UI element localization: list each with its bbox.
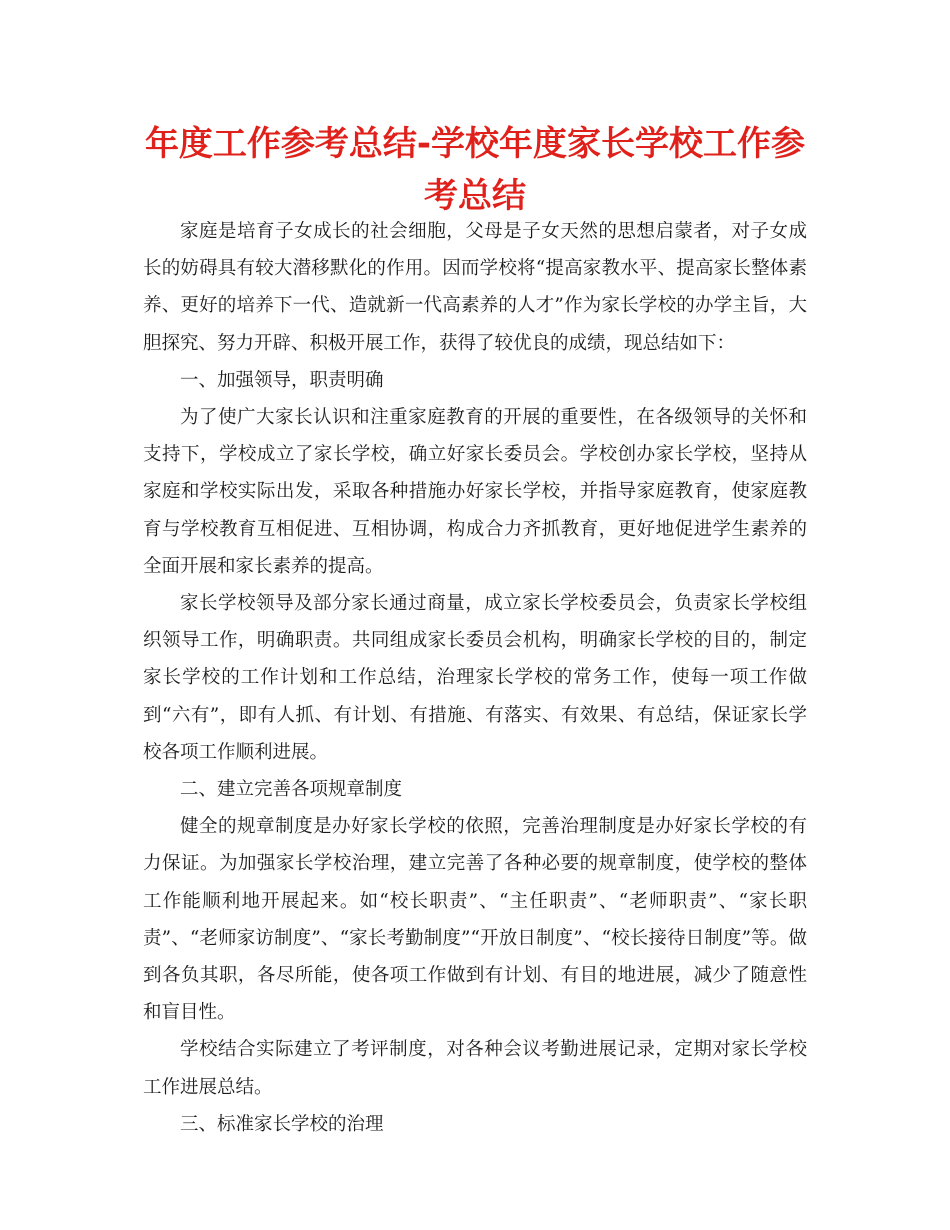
section-heading-3: 三、标准家长学校的治理 xyxy=(180,1113,384,1135)
paragraph: 健全的规章制度是办好家长学校的依照，完善治理制度是办好家长学校的有力保证。为加强家长学校治理，建立完善了各种必要的规章制度，使学校的整体工作能顺利地开展起来。如“校长职责”、“主任职责”、“老师职责”、“家长职责”、“老师家访制度”、“家长考勤制度”“开放日制度”、“校长接待日制度”等。做到各负其职，各尽所能，使各项工作做到有计划、有目的地进展，减少了随意性和盲目性。 xyxy=(143,816,807,1024)
section-heading-2: 二、建立完善各项规章制度 xyxy=(180,779,403,801)
section-heading-1: 一、加强领导，职责明确 xyxy=(180,369,384,391)
paragraph: 为了使广大家长认识和注重家庭教育的开展的重要性，在各级领导的关怀和支持下，学校成立了家长学校，确立好家长委员会。学校创办家长学校，坚持从家庭和学校实际出发，采取各种措施办好家长学校，并指导家庭教育，使家庭教育与学校教育互相促进、互相协调，构成合力齐抓教育，更好地促进学生素养的全面开展和家长素养的提高。 xyxy=(143,407,807,577)
paragraph: 学校结合实际建立了考评制度，对各种会议考勤进展记录，定期对家长学校工作进展总结。 xyxy=(143,1039,807,1098)
paragraph: 家长学校领导及部分家长通过商量，成立家长学校委员会，负责家长学校组织领导工作，明确职责。共同组成家长委员会机构，明确家长学校的目的，制定家长学校的工作计划和工作总结，治理家长学校的常务工作，使每一项工作做到“六有”，即有人抓、有计划、有措施、有落实、有效果、有总结，保证家长学校各项工作顺利进展。 xyxy=(143,593,807,763)
document-body xyxy=(143,213,807,1143)
paragraph-intro: 家庭是培育子女成长的社会细胞，父母是子女天然的思想启蒙者，对子女成长的妨碍具有较大潜移默化的作用。因而学校将“提高家教水平、提高家长整体素养、更好的培养下一代、造就新一代高素养的人才”作为家长学校的办学主旨，大胆探究、努力开辟、积极开展工作，获得了较优良的成绩，现总结如下： xyxy=(143,221,807,354)
document-title: 年度工作参考总结-学校年度家长学校工作参考总结 xyxy=(144,124,806,216)
